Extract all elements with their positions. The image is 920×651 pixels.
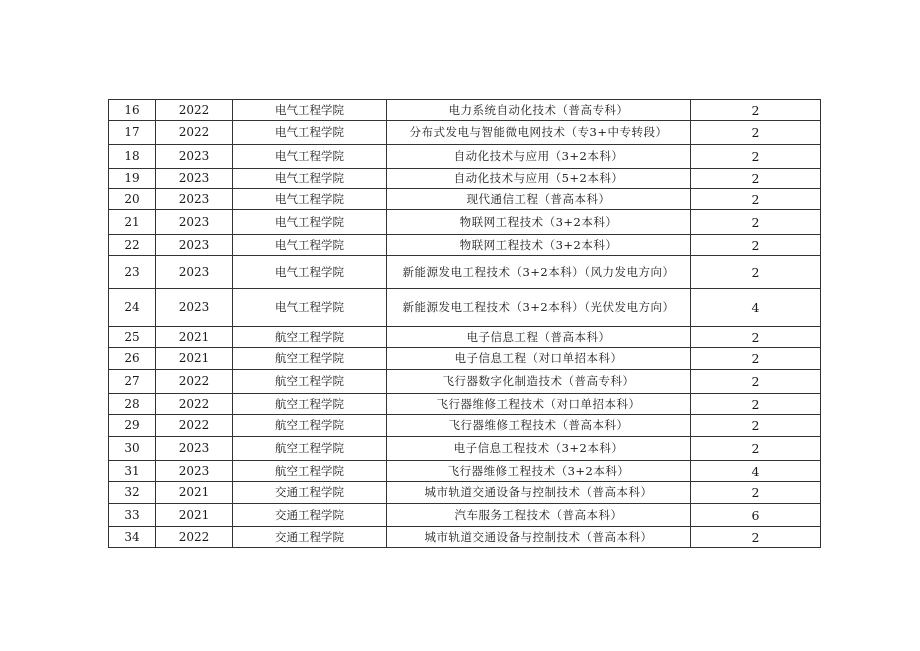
row-number: 22 [109,235,156,256]
table-row [109,461,821,482]
row-college: 航空工程学院 [233,394,387,415]
table-row [109,437,821,461]
row-number: 18 [109,145,156,169]
row-college: 交通工程学院 [233,527,387,548]
table-row [109,121,821,145]
row-number: 24 [109,289,156,327]
row-major: 飞行器维修工程技术（对口单招本科） [387,394,691,415]
row-major: 电子信息工程（普高本科） [387,327,691,348]
row-major: 电力系统自动化技术（普高专科） [387,100,691,121]
row-count: 4 [691,289,821,327]
row-college: 电气工程学院 [233,100,387,121]
row-number: 20 [109,189,156,210]
row-college: 交通工程学院 [233,482,387,504]
table-row [109,289,821,327]
row-year: 2022 [156,394,233,415]
row-count: 2 [691,527,821,548]
row-number: 29 [109,415,156,437]
row-number: 33 [109,504,156,527]
row-college: 交通工程学院 [233,504,387,527]
table-row [109,370,821,394]
table-row [109,348,821,370]
row-year: 2021 [156,348,233,370]
row-major: 现代通信工程（普高本科） [387,189,691,210]
row-number: 28 [109,394,156,415]
row-count: 2 [691,121,821,145]
row-year: 2022 [156,527,233,548]
row-college: 航空工程学院 [233,461,387,482]
table-row [109,100,821,121]
row-count: 2 [691,210,821,235]
row-college: 航空工程学院 [233,348,387,370]
row-number: 27 [109,370,156,394]
row-year: 2021 [156,482,233,504]
row-count: 2 [691,100,821,121]
row-college: 电气工程学院 [233,169,387,189]
row-year: 2022 [156,121,233,145]
row-major: 物联网工程技术（3+2本科） [387,210,691,235]
row-year: 2022 [156,370,233,394]
row-count: 2 [691,415,821,437]
row-count: 2 [691,370,821,394]
row-number: 23 [109,256,156,289]
row-major: 分布式发电与智能微电网技术（专3+中专转段） [387,121,691,145]
row-year: 2021 [156,327,233,348]
table-row [109,394,821,415]
row-count: 2 [691,169,821,189]
allocation-table [108,99,821,548]
row-major: 新能源发电工程技术（3+2本科）（光伏发电方向） [387,289,691,327]
row-major: 自动化技术与应用（3+2本科） [387,145,691,169]
row-count: 6 [691,504,821,527]
row-count: 2 [691,145,821,169]
table-row [109,169,821,189]
row-major: 自动化技术与应用（5+2本科） [387,169,691,189]
table-row [109,210,821,235]
table-row [109,327,821,348]
row-number: 32 [109,482,156,504]
row-college: 航空工程学院 [233,437,387,461]
row-count: 2 [691,256,821,289]
table-row [109,415,821,437]
row-number: 21 [109,210,156,235]
row-major: 飞行器维修工程技术（普高本科） [387,415,691,437]
table-row [109,145,821,169]
row-college: 电气工程学院 [233,121,387,145]
row-college: 电气工程学院 [233,289,387,327]
row-year: 2021 [156,504,233,527]
row-college: 电气工程学院 [233,256,387,289]
row-number: 25 [109,327,156,348]
row-year: 2023 [156,289,233,327]
row-college: 电气工程学院 [233,210,387,235]
row-count: 2 [691,189,821,210]
row-major: 汽车服务工程技术（普高本科） [387,504,691,527]
row-year: 2023 [156,235,233,256]
row-major: 物联网工程技术（3+2本科） [387,235,691,256]
row-number: 19 [109,169,156,189]
row-major: 电子信息工程技术（3+2本科） [387,437,691,461]
row-major: 电子信息工程（对口单招本科） [387,348,691,370]
row-college: 航空工程学院 [233,370,387,394]
row-year: 2023 [156,145,233,169]
row-count: 2 [691,437,821,461]
table-row [109,235,821,256]
row-year: 2023 [156,461,233,482]
row-count: 2 [691,394,821,415]
row-major: 飞行器维修工程技术（3+2本科） [387,461,691,482]
row-college: 电气工程学院 [233,189,387,210]
table-body [109,100,821,548]
row-college: 航空工程学院 [233,327,387,348]
row-college: 电气工程学院 [233,235,387,256]
row-college: 电气工程学院 [233,145,387,169]
row-major: 新能源发电工程技术（3+2本科）（风力发电方向） [387,256,691,289]
row-year: 2023 [156,437,233,461]
row-year: 2022 [156,415,233,437]
table-row [109,482,821,504]
row-year: 2023 [156,189,233,210]
row-college: 航空工程学院 [233,415,387,437]
table-row [109,527,821,548]
row-count: 2 [691,482,821,504]
row-number: 17 [109,121,156,145]
row-year: 2022 [156,100,233,121]
row-count: 2 [691,235,821,256]
table-row [109,504,821,527]
row-year: 2023 [156,210,233,235]
row-number: 34 [109,527,156,548]
row-major: 城市轨道交通设备与控制技术（普高本科） [387,482,691,504]
row-count: 2 [691,327,821,348]
row-major: 飞行器数字化制造技术（普高专科） [387,370,691,394]
table-row [109,189,821,210]
row-number: 26 [109,348,156,370]
row-number: 30 [109,437,156,461]
row-year: 2023 [156,169,233,189]
row-number: 31 [109,461,156,482]
row-number: 16 [109,100,156,121]
row-year: 2023 [156,256,233,289]
row-major: 城市轨道交通设备与控制技术（普高本科） [387,527,691,548]
row-count: 4 [691,461,821,482]
table-row [109,256,821,289]
row-count: 2 [691,348,821,370]
